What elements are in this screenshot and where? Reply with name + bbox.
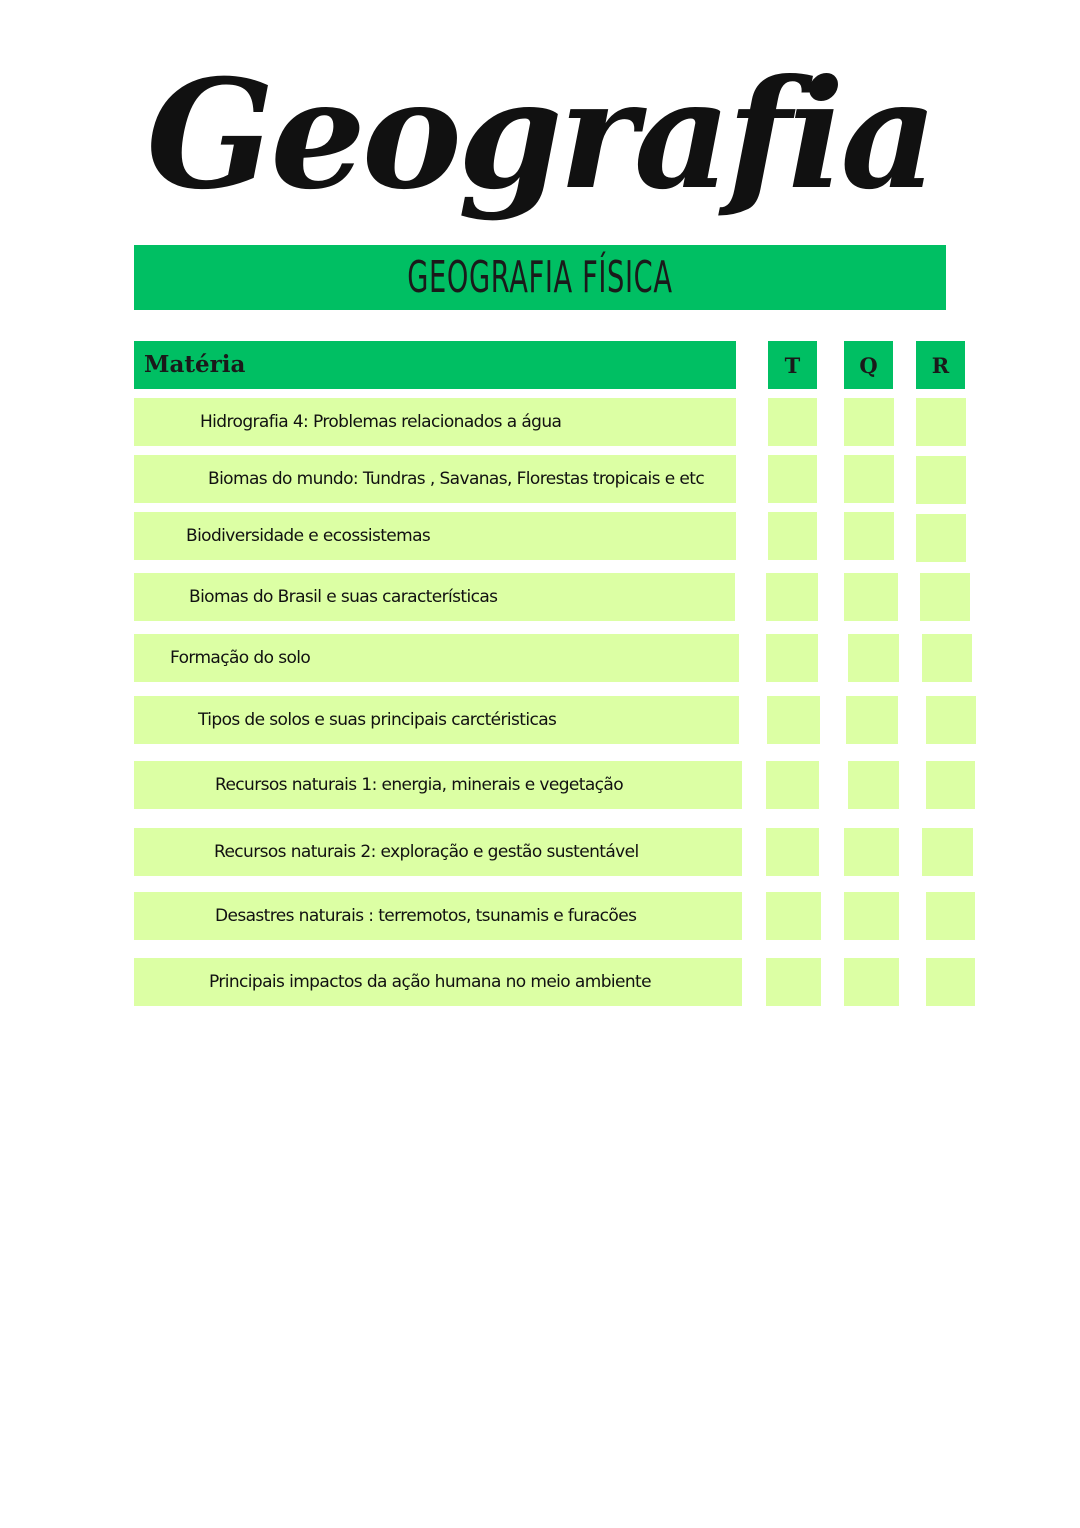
- topic-row: Biodiversidade e ecossistemas: [134, 512, 736, 560]
- checkbox-q[interactable]: [846, 696, 898, 744]
- checkbox-r[interactable]: [926, 696, 976, 744]
- page-title: Geografia: [146, 47, 934, 223]
- section-title: GEOGRAFIA FÍSICA: [407, 252, 673, 303]
- checkbox-t[interactable]: [766, 892, 821, 940]
- checkbox-t[interactable]: [768, 398, 817, 446]
- checkbox-q[interactable]: [848, 761, 899, 809]
- column-header-q: Q: [844, 341, 893, 389]
- checkbox-q[interactable]: [844, 455, 894, 503]
- checkbox-r[interactable]: [916, 398, 966, 446]
- subject-column-header: Matéria: [134, 341, 736, 389]
- topic-row: Recursos naturais 2: exploração e gestão sustentável: [134, 828, 742, 876]
- checkbox-r[interactable]: [916, 514, 966, 562]
- checkbox-q[interactable]: [844, 892, 899, 940]
- checkbox-t[interactable]: [766, 828, 819, 876]
- section-banner: [134, 245, 946, 310]
- topic-row: Principais impactos da ação humana no meio ambiente: [134, 958, 742, 1006]
- checkbox-t[interactable]: [766, 958, 821, 1006]
- checkbox-t[interactable]: [768, 455, 817, 503]
- checkbox-q[interactable]: [844, 512, 894, 560]
- checkbox-q[interactable]: [844, 828, 899, 876]
- checkbox-q[interactable]: [848, 634, 899, 682]
- topic-row: Biomas do Brasil e suas características: [134, 573, 735, 621]
- checkbox-r[interactable]: [926, 958, 975, 1006]
- checkbox-r[interactable]: [920, 573, 970, 621]
- checkbox-q[interactable]: [844, 398, 894, 446]
- column-header-r: R: [916, 341, 965, 389]
- topic-row: Biomas do mundo: Tundras , Savanas, Florestas tropicais e etc: [134, 455, 736, 503]
- checkbox-t[interactable]: [766, 634, 818, 682]
- topic-row: Formação do solo: [134, 634, 739, 682]
- checkbox-q[interactable]: [844, 573, 898, 621]
- topic-row: Recursos naturais 1: energia, minerais e vegetação: [134, 761, 742, 809]
- column-header-t: T: [768, 341, 817, 389]
- checkbox-r[interactable]: [922, 634, 972, 682]
- checkbox-t[interactable]: [766, 573, 818, 621]
- checkbox-t[interactable]: [766, 761, 819, 809]
- checkbox-r[interactable]: [926, 761, 975, 809]
- topic-row: Hidrografia 4: Problemas relacionados a água: [134, 398, 736, 446]
- topic-row: Tipos de solos e suas principais carctéristicas: [134, 696, 739, 744]
- checkbox-q[interactable]: [844, 958, 899, 1006]
- checkbox-t[interactable]: [767, 696, 820, 744]
- checkbox-t[interactable]: [768, 512, 817, 560]
- topic-row: Desastres naturais : terremotos, tsunamis e furacões: [134, 892, 742, 940]
- checkbox-r[interactable]: [916, 456, 966, 504]
- checkbox-r[interactable]: [922, 828, 973, 876]
- checkbox-r[interactable]: [926, 892, 975, 940]
